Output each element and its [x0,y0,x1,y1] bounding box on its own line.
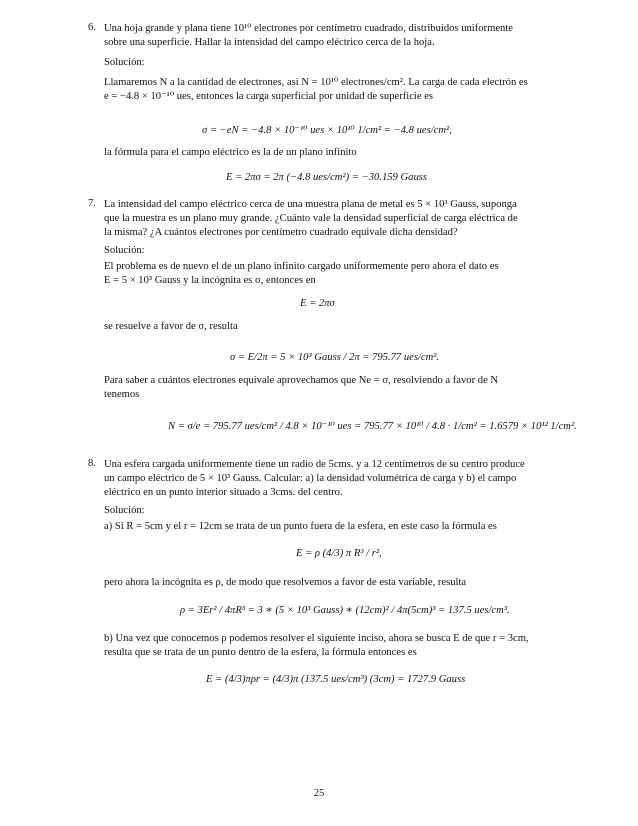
problem-6-statement-line2: sobre una superficie. Hallar la intensidad del campo eléctrico cerca de la hoja. [104,37,435,48]
problem-7-equation-e: E = 2πσ [300,298,335,309]
problem-8-statement-line3: eléctrico en un punto interior situado a 3cms. del centro. [104,487,343,498]
problem-6-equation-sigma: σ = −eN = −4.8 × 10⁻¹⁰ ues × 10¹⁰ 1/cm² = −4.8 ues/cm², [202,125,452,136]
problem-7-body-line1: El problema es de nuevo el de un plano infinito cargado uniformemente pero ahora el dato es [104,261,499,272]
problem-7-text3-line1: Para saber a cuántos electrones equivale aprovechamos que Ne = σ, resolviendo a favor de N [104,375,499,386]
problem-8-part-b-line1: b) Una vez que conocemos ρ podemos resolver el siguiente inciso, ahora se busca E de que r = 3cm, [104,633,529,644]
problem-8-equation-e-outside: E = ρ (4/3) π R³ / r², [296,548,382,559]
problem-7-text-solve: se resuelve a favor de σ, resulta [104,321,238,332]
problem-8-equation-rho: ρ = 3Er² / 4πR³ = 3 ∗ (5 × 10³ Gauss) ∗ (12cm)² / 4π(5cm)³ = 137.5 ues/cm³. [180,605,510,616]
page-number: 25 [313,788,325,799]
problem-7-equation-n: N = σ/e = 795.77 ues/cm² / 4.8 × 10⁻¹⁰ ues = 795.77 × 10¹⁰ / 4.8 · 1/cm² = 1.6579 × 10¹² 1/cm². [168,421,577,432]
problem-6-equation-field: E = 2πσ = 2π (−4.8 ues/cm²) = −30.159 Gauss [226,172,427,183]
problem-8-equation-e-inside: E = (4/3)πρr = (4/3)π (137.5 ues/cm³) (3cm) = 1727.9 Gauss [206,674,466,685]
problem-6-statement-line1: Una hoja grande y plana tiene 10¹⁰ electrones por centímetro cuadrado, distribuidos uniformente [104,23,513,34]
problem-7-number: 7. [88,198,96,209]
problem-8-statement-line2: un campo eléctrico de 5 × 10³ Gauss. Calcular: a) la densidad volumétrica de carga y b) el campo [104,473,517,484]
problem-7-statement-line1: La intensidad del campo eléctrico cerca de una muestra plana de metal es 5 × 10³ Gauss, suponga [104,199,517,210]
problem-6-number: 6. [88,22,96,33]
problem-8-solution-label: Solución: [104,505,145,516]
problem-8-statement-line1: Una esfera cargada uniformemente tiene un radio de 5cms. y a 12 centímetros de su centro produce [104,459,525,470]
problem-8-text-rho: pero ahora la incógnita es ρ, de modo que resolvemos a favor de esta variable, resulta [104,577,467,588]
problem-7-equation-sigma: σ = E/2π = 5 × 10³ Gauss / 2π = 795.77 ues/cm². [230,352,440,363]
problem-7-body-line2: E = 5 × 10³ Gauss y la incógnita es σ, entonces en [104,275,316,286]
problem-6-solution-label: Solución: [104,57,145,68]
problem-8-part-a-text: a) Si R = 5cm y el r = 12cm se trata de un punto fuera de la esfera, en este caso la fórmula es [104,521,497,532]
problem-7-solution-label: Solución: [104,245,145,256]
problem-6-text-field: la fórmula para el campo eléctrico es la de un plano infinito [104,147,357,158]
problem-7-statement-line3: la misma? ¿A cuántos electrones por centímetro cuadrado equivale dicha densidad? [104,227,458,238]
problem-7-statement-line2: que la muestra es un plano muy grande. ¿Cuánto vale la densidad superficial de carga eléctrica de [104,213,518,224]
problem-8-part-b-line2: resulta que se trata de un punto dentro de la esfera, la fórmula entonces es [104,647,417,658]
problem-8-number: 8. [88,458,96,469]
problem-6-body-line1: Llamaremos N a la cantidad de electrones, así N = 10¹⁰ electrones/cm². La carga de cada electrón es [104,77,528,88]
problem-6-body-line2: e = −4.8 × 10⁻¹⁰ ues, entonces la carga superficial por unidad de superficie es [104,91,434,102]
problem-7-text3-line2: tenemos [104,389,140,400]
